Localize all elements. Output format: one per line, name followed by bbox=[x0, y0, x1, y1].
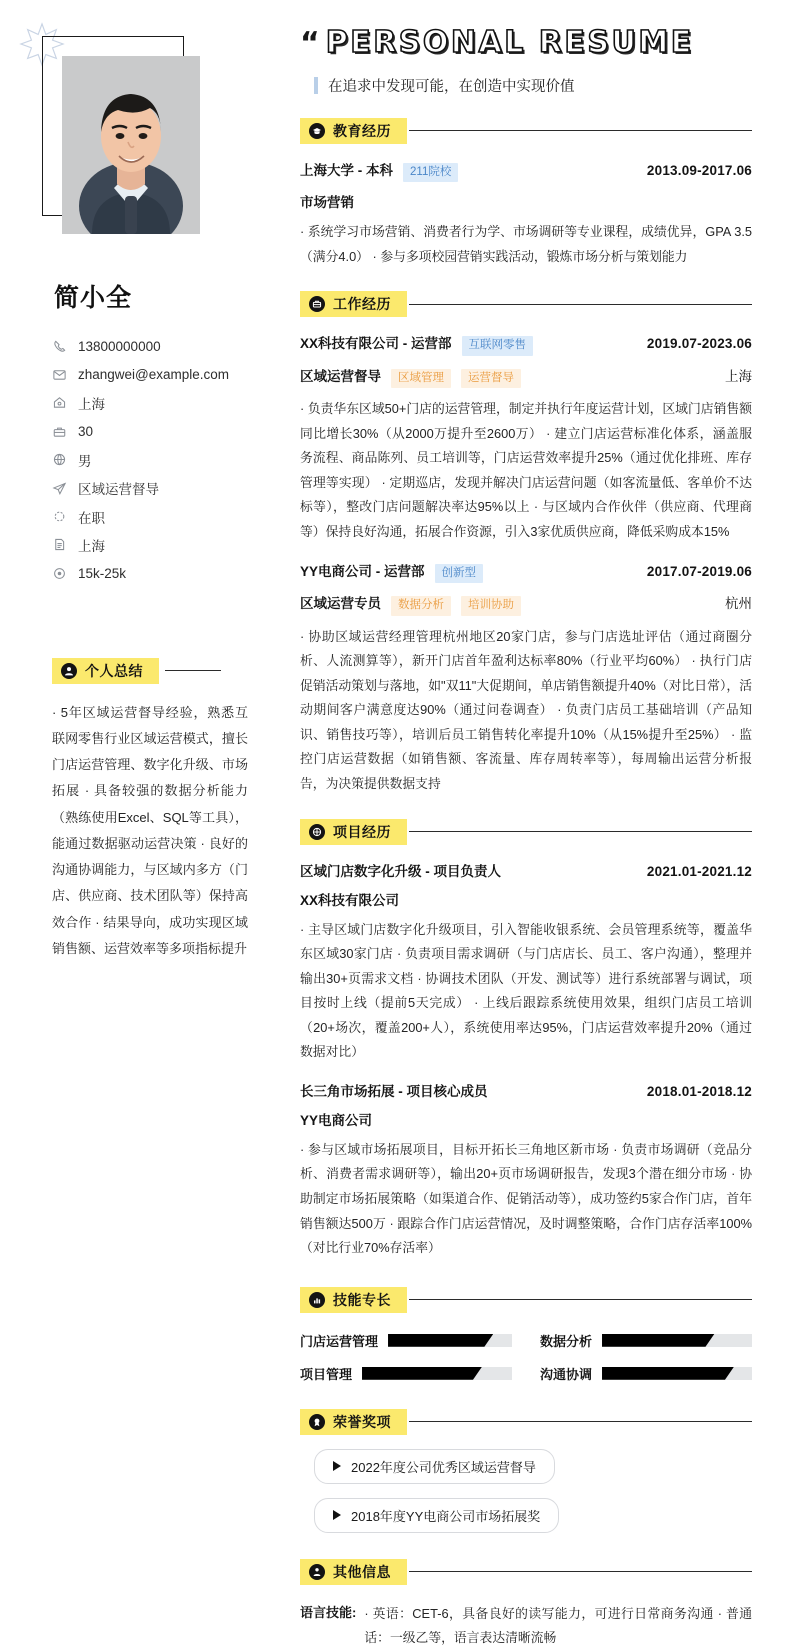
summary-text: · 5年区域运营督导经验，熟悉互联网零售行业区域运营模式，擅长门店运营管理、数字化升级、市场拓展 · 具备较强的数据分析能力（熟练使用Excel、SQL等工具），能通过数据驱动运营决策 · 良好的沟通协调能力，与区域内多方（门店、供应商、技术团队等）保持高效合作 · 结果导向，成功实现区域销售额、运营效率等多项指标提升 bbox=[52, 704, 248, 956]
project-name: 长三角市场拓展 - 项目核心成员 bbox=[300, 1083, 488, 1099]
education-desc: · 系统学习市场营销、消费者行为学、市场调研等专业课程，成绩优异，GPA 3.5（满分4.0） · 参与多项校园营销实践活动，锻炼市场分析与策划能力 bbox=[300, 224, 752, 264]
skill-bar bbox=[362, 1367, 512, 1380]
header-rule bbox=[409, 304, 752, 305]
project-entry bbox=[300, 1080, 752, 1261]
award-label: 2022年度公司优秀区域运营督导 bbox=[351, 1459, 536, 1475]
globe-icon bbox=[52, 452, 67, 467]
company-tag: 创新型 bbox=[435, 564, 484, 584]
header-rule bbox=[409, 1571, 752, 1572]
award-item[interactable] bbox=[314, 1449, 555, 1484]
skill-item bbox=[300, 1331, 512, 1350]
education-date: 2013.09-2017.06 bbox=[646, 162, 752, 178]
entry-header bbox=[300, 560, 752, 584]
honors-title: 荣誉奖项 bbox=[333, 1413, 391, 1430]
entry-header bbox=[300, 159, 752, 183]
avatar bbox=[62, 56, 200, 234]
header-rule bbox=[409, 1299, 752, 1300]
skill-name: 沟通协调 bbox=[540, 1366, 593, 1382]
company-name: XX科技有限公司 - 运营部 bbox=[300, 336, 452, 352]
education-section-header bbox=[300, 118, 752, 144]
company-tag: 互联网零售 bbox=[462, 336, 534, 356]
skill-name: 项目管理 bbox=[300, 1366, 353, 1382]
person-icon bbox=[61, 663, 77, 679]
education-icon bbox=[309, 123, 325, 139]
education-badge bbox=[300, 118, 407, 144]
skill-bar-fill bbox=[602, 1334, 714, 1347]
project-entry bbox=[300, 860, 752, 1065]
contact-salary bbox=[52, 559, 258, 587]
subtitle: 在追求中发现可能，在创造中实现价值 bbox=[328, 78, 575, 95]
award-label: 2018年度YY电商公司市场拓展奖 bbox=[351, 1508, 541, 1524]
project-date: 2018.01-2018.12 bbox=[646, 1083, 752, 1099]
contact-status bbox=[52, 502, 258, 530]
project-company: YY电商公司 bbox=[300, 1112, 373, 1128]
honors-section-header bbox=[300, 1409, 752, 1435]
header-rule bbox=[409, 130, 752, 131]
contact-value: 上海 bbox=[78, 396, 105, 412]
skill-bar bbox=[388, 1334, 512, 1347]
header-rule bbox=[409, 1421, 752, 1422]
phone-icon bbox=[52, 339, 67, 354]
work-date: 2017.07-2019.06 bbox=[646, 563, 752, 579]
work-desc: · 负责华东区域50+门店的运营管理，制定并执行年度运营计划，区域门店销售额同比增长30%（从2000万提升至2600万） · 建立门店运营标准化体系，涵盖服务流程、商品陈列、员工培训等，门店运营效率提升25%（通过优化排班、库存管理等实现） · 定期巡店，发现并解决门店运营问题（如客流量低、客单价不达标等），整改门店问题解决率达95%以上 · 与区域内合作伙伴（供应商、代理商等）保持良好沟通，拓展合作资源，引入3家优质供应商，降低采购成本15% bbox=[300, 401, 752, 539]
work-location: 上海 bbox=[725, 368, 752, 384]
project-name: 区域门店数字化升级 - 项目负责人 bbox=[300, 863, 501, 879]
summary-badge bbox=[52, 658, 159, 684]
job-title: 区域运营督导 bbox=[300, 368, 381, 384]
skill-name: 门店运营管理 bbox=[300, 1333, 379, 1349]
contact-city bbox=[52, 389, 258, 417]
project-date: 2021.01-2021.12 bbox=[646, 863, 752, 879]
role-tag: 培训协助 bbox=[461, 596, 521, 616]
skill-name: 数据分析 bbox=[540, 1333, 593, 1349]
entry-header bbox=[300, 332, 752, 356]
contact-value: 30 bbox=[78, 423, 94, 439]
role-tag: 区域管理 bbox=[391, 369, 451, 389]
contact-phone bbox=[52, 332, 258, 360]
resume-title: PERSONAL RESUME bbox=[325, 25, 694, 60]
envelope-icon bbox=[52, 367, 67, 382]
quote-mark-icon: “ bbox=[300, 26, 320, 61]
home-icon bbox=[52, 395, 67, 410]
skill-bar bbox=[602, 1367, 752, 1380]
entry-role-row bbox=[300, 592, 752, 616]
subtitle-accent-bar bbox=[314, 77, 318, 94]
education-title: 教育经历 bbox=[333, 122, 391, 139]
contact-value: 15k-25k bbox=[78, 565, 127, 581]
job-title: 区域运营专员 bbox=[300, 596, 381, 612]
honors-badge bbox=[300, 1409, 407, 1435]
target-icon bbox=[52, 566, 67, 581]
skill-bar bbox=[602, 1334, 752, 1347]
work-title: 工作经历 bbox=[333, 296, 391, 313]
document-icon bbox=[52, 537, 67, 552]
project-desc: · 主导区域门店数字化升级项目，引入智能收银系统、会员管理系统等，覆盖华东区域30家门店 · 负责项目需求调研（与门店店长、员工、客户沟通），整理并输出30+页需求文档 · 协调技术团队（开发、测试等）进行系统部署与调试，项目按时上线（提前5天完成） · 上线后跟踪系统使用效果，组织门店员工培训（20+场次，覆盖200+人），系统使用率达95%，门店运营效率提升20%（通过数据对比） bbox=[300, 921, 752, 1060]
work-desc: · 协助区域运营经理管理杭州地区20家门店，参与门店选址评估（通过商圈分析、人流测算等），新开门店首年盈利达标率80%（行业平均60%） · 执行门店促销活动策划与落地，如"双11"大促期间，单店销售额提升40%（对比日常），活动期间客户满意度达90%（通过问卷调查） · 负责门店员工基础培训（产品知识、销售技巧等），培训后员工销售转化率提升10%（从15%提升至25%） · 监控门店运营数据（如销售额、客流量、库存周转率等），每周输出运营分析报告，为决策提供数据支持 bbox=[300, 628, 752, 791]
skill-item bbox=[540, 1331, 752, 1350]
contact-gender bbox=[52, 446, 258, 474]
role-tag: 运营督导 bbox=[461, 369, 521, 389]
header-rule bbox=[409, 831, 752, 832]
skill-bar-fill bbox=[362, 1367, 482, 1380]
work-section-header bbox=[300, 291, 752, 317]
skill-item bbox=[300, 1364, 512, 1383]
sidebar bbox=[0, 0, 292, 1463]
project-badge bbox=[300, 819, 407, 845]
skills-title: 技能专长 bbox=[333, 1291, 391, 1308]
triangle-bullet-icon bbox=[333, 1510, 341, 1520]
company-name: YY电商公司 - 运营部 bbox=[300, 563, 425, 579]
other-title: 其他信息 bbox=[333, 1563, 391, 1580]
contact-value: 上海 bbox=[78, 538, 105, 554]
entry-header bbox=[300, 860, 752, 880]
contact-age bbox=[52, 417, 258, 445]
contact-value: 男 bbox=[78, 453, 92, 469]
project-section-header bbox=[300, 819, 752, 845]
skills-badge bbox=[300, 1287, 407, 1313]
entry-header bbox=[300, 1080, 752, 1100]
awards-list bbox=[300, 1435, 752, 1533]
work-date: 2019.07-2023.06 bbox=[646, 336, 752, 352]
skills-icon bbox=[309, 1292, 325, 1308]
work-entry bbox=[300, 560, 752, 797]
summary-section-header bbox=[52, 658, 258, 684]
contact-value: 13800000000 bbox=[78, 338, 161, 354]
work-entry bbox=[300, 332, 752, 544]
project-title: 项目经历 bbox=[333, 823, 391, 840]
other-icon bbox=[309, 1564, 325, 1580]
subtitle-row bbox=[314, 75, 752, 96]
work-location: 杭州 bbox=[725, 596, 752, 612]
school-tag: 211院校 bbox=[403, 163, 458, 183]
other-section-header bbox=[300, 1559, 752, 1585]
contact-value: 区域运营督导 bbox=[78, 482, 159, 498]
major-name: 市场营销 bbox=[300, 195, 354, 211]
skills-section-header bbox=[300, 1287, 752, 1313]
skill-item bbox=[540, 1364, 752, 1383]
work-badge bbox=[300, 291, 407, 317]
school-name: 上海大学 - 本科 bbox=[300, 162, 393, 178]
page-title bbox=[300, 26, 752, 61]
photo-block bbox=[54, 48, 222, 248]
other-badge bbox=[300, 1559, 407, 1585]
contact-position bbox=[52, 474, 258, 502]
skill-bar-fill bbox=[388, 1334, 493, 1347]
award-item[interactable] bbox=[314, 1498, 559, 1533]
project-icon bbox=[309, 824, 325, 840]
summary-title: 个人总结 bbox=[85, 662, 143, 679]
contact-hometown bbox=[52, 531, 258, 559]
paper-plane-icon bbox=[52, 481, 67, 496]
main-content bbox=[292, 0, 794, 1646]
project-company: XX科技有限公司 bbox=[300, 892, 400, 908]
language-label: 语言技能: bbox=[300, 1604, 357, 1620]
project-desc: · 参与区域市场拓展项目，目标开拓长三角地区新市场 · 负责市场调研（竞品分析、消费者需求调研等），输出20+页市场调研报告，发现3个潜在细分市场 · 协助制定市场拓展策略（如渠道合作、促销活动等），成功签约5家合作门店，首年销售额达500万 · 跟踪合作门店运营情况，及时调整策略，合作门店存活率100%（对比行业70%存活率） bbox=[300, 1141, 752, 1256]
skills-grid bbox=[300, 1331, 752, 1383]
work-icon bbox=[309, 296, 325, 312]
briefcase-icon bbox=[52, 424, 67, 439]
education-entry bbox=[300, 159, 752, 270]
status-circle-icon bbox=[52, 509, 67, 524]
contact-value: 在职 bbox=[78, 510, 105, 526]
header-rule bbox=[165, 670, 221, 671]
contact-email bbox=[52, 360, 258, 388]
language-text: · 英语：CET-6，具备良好的读写能力，可进行日常商务沟通 · 普通话：一级乙等，语言表达清晰流畅 bbox=[364, 1605, 752, 1646]
other-info-row bbox=[300, 1602, 752, 1651]
entry-role-row bbox=[300, 365, 752, 389]
skill-bar-fill bbox=[602, 1367, 734, 1380]
person-name: 简小全 bbox=[54, 284, 133, 312]
role-tag: 数据分析 bbox=[391, 596, 451, 616]
honor-icon bbox=[309, 1414, 325, 1430]
contact-list bbox=[52, 332, 258, 588]
contact-value: zhangwei@example.com bbox=[78, 367, 230, 383]
